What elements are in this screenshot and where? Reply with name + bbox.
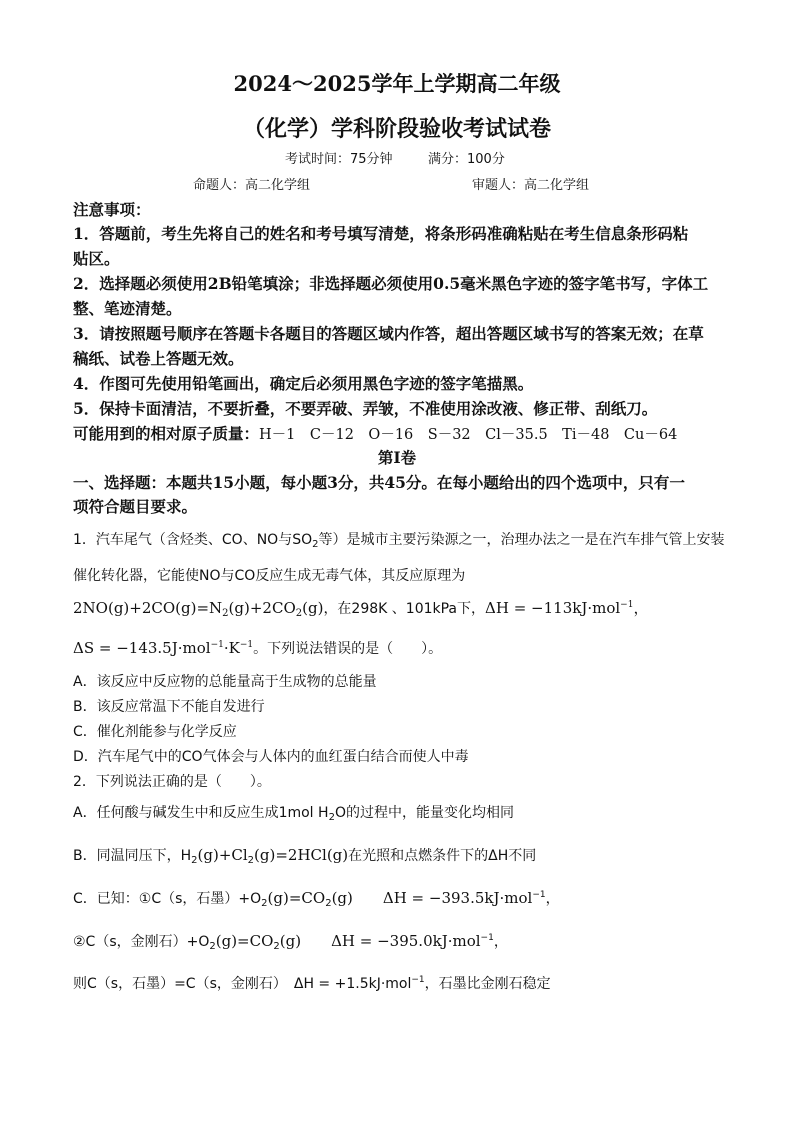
note-1a: 1．答题前，考生先将自己的姓名和考号填写清楚，将条形码准确粘贴在考生信息条形码粘 [73,224,689,243]
note-2b: 整、笔迹清楚。 [73,299,182,318]
note-3a: 3．请按照题号顺序在答题卡各题目的答题区域内作答，超出答题区域书写的答案无效；在草 [73,324,704,343]
exam-time: 考试时间：75分钟 [285,152,393,167]
q2-stem: 2．下列说法正确的是（ ）。 [73,774,271,790]
q1-equation: $2NO(g)+2CO(g)=N_2(g)+2CO_2(g)$，在298K 、101kPa下，ΔH = −113kJ·mol$^{-1}$， [73,599,649,619]
volume-heading: 第Ⅰ卷 [377,448,417,467]
note-2a: 2．选择题必须使用2B铅笔填涂；非选择题必须使用0.5毫米黑色字迹的签字笔书写，字体工 [73,274,709,293]
q1-option-d: D．汽车尾气中的CO气体会与人体内的血红蛋白结合而使人中毒 [73,749,469,765]
note-4: 4．作图可先使用铅笔画出，确定后必须用黑色字迹的签字笔描黑。 [73,374,534,393]
q1-option-c: C．催化剂能参与化学反应 [73,724,237,740]
mc-heading-b: 项符合题目要求。 [73,497,198,516]
atomic-masses [73,422,677,444]
q1-option-a: A．该反应中反应物的总能量高于生成物的总能量 [73,674,377,690]
mc-heading-a: 一、选择题：本题共15小题，每小题3分，共45分。在每小题给出的四个选项中，只有一 [73,473,685,492]
atomic-masses-label: 可能用到的相对原子质量： [73,424,260,443]
setter: 命题人：高二化学组 [193,178,311,193]
q2-option-a: A．任何酸与碱发生中和反应生成1mol $H_2O$的过程中，能量变化均相同 [73,805,514,823]
q2-option-c-3: 则C（s，石墨）=C（s，金刚石） ΔH = +1.5kJ·mol$^{-1}$，石墨比金刚石稳定 [73,975,551,992]
exam-title: 2024～2025学年上学期高二年级 [233,71,561,96]
q1-entropy: $\Delta S = -143.5J\cdot mol^{-1}\cdot K^{-1}$。下列说法错误的是（ ）。 [73,639,443,657]
q2-option-c-1: C．已知：①C（s，石墨）$+O_2(g)=CO_2(g)$ ΔH = −393.5kJ·mol$^{-1}$， [73,889,560,909]
exam-subtitle: （化学）学科阶段验收考试试卷 [242,116,551,142]
q1-option-b: B．该反应常温下不能自发进行 [73,699,265,715]
q2-option-b: B．同温同压下，$H_2(g)+Cl_2(g)=2HCl(g)$在光照和点燃条件下的ΔH不同 [73,846,537,866]
full-score: 满分：100分 [428,152,505,167]
q2-option-c-2: ②C（s，金刚石）$+O_2(g)=CO_2(g)$ ΔH = −395.0kJ·mol$^{-1}$， [73,932,508,952]
notes-heading: 注意事项： [73,200,151,219]
q1-stem-b: 催化转化器，它能使NO与CO反应生成无毒气体，其反应原理为 [73,568,466,584]
note-3b: 稿纸、试卷上答题无效。 [73,349,244,368]
note-1b: 贴区。 [73,249,120,268]
reviewer: 审题人：高二化学组 [472,178,590,193]
note-5: 5．保持卡面清洁，不要折叠，不要弄破、弄皱，不准使用涂改液、修正带、刮纸刀。 [73,399,658,418]
atomic-masses-values: H－1 C－12 O－16 S－32 Cl－35.5 Ti－48 Cu－64 [259,427,678,443]
q1-stem-a: 1．汽车尾气（含烃类、CO、NO与$SO_2$等）是城市主要污染源之一，治理办法之一是在汽车排气管上安装 [73,532,725,550]
